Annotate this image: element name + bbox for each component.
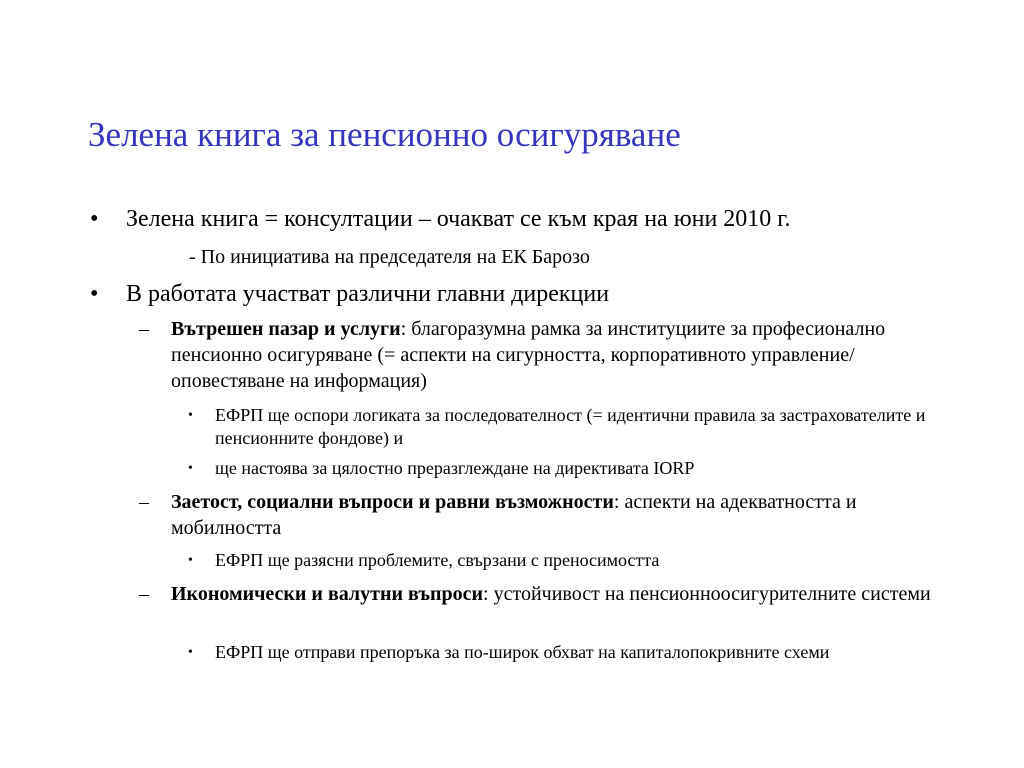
point-funded-schemes: [188, 641, 955, 664]
bullet-directorates: [90, 280, 986, 309]
bullet-text: Зелена книга = консултации – очакват се към края на юни 2010 г.: [126, 206, 791, 232]
sub-item-text: : благоразумна рамка за институциите за професионално пенсионно осигуряване (= аспекти на сигурността, корпоративното управление/ оповестяване на информация): [171, 318, 886, 392]
dash-icon: –: [139, 491, 149, 513]
point-text: ЕФРП ще разясни проблемите, свързани с преносимостта: [215, 550, 660, 570]
bullet-icon: •: [188, 553, 193, 568]
sub-item-text: : аспекти на адекватността и мобилността: [171, 491, 857, 539]
barroso-note: - По инициатива на председателя на ЕК Барозо: [189, 246, 590, 268]
dash-icon: –: [139, 318, 149, 340]
sub-item-internal-market: [139, 316, 931, 394]
slide-title: Зелена книга за пенсионно осигуряване: [88, 115, 681, 154]
bullet-icon: •: [90, 206, 99, 232]
bullet-icon: •: [188, 408, 193, 423]
sub-item-economic: [139, 581, 931, 607]
sub-item-heading: Икономически и валутни въпроси: [171, 583, 484, 605]
sub-item-heading: Заетост, социални въпроси и равни възможности: [171, 491, 614, 513]
point-text: ще настоява за цялостно преразглеждане на директивата IORP: [215, 458, 695, 478]
bullet-icon: •: [90, 281, 99, 307]
sub-item-employment: [139, 489, 931, 541]
bullet-icon: •: [188, 461, 193, 476]
bullet-icon: •: [188, 645, 193, 660]
bullet-text: В работата участват различни главни дирекции: [126, 281, 610, 307]
bullet-consultations: [90, 205, 986, 234]
point-text: ЕФРП ще оспори логиката за последователност (= идентични правила за застрахователите и пенсионните фондове) и: [215, 405, 926, 448]
sub-item-text: : устойчивост на пенсионноосигурителните системи: [483, 583, 931, 605]
point-portability: [188, 549, 955, 572]
dash-icon: –: [139, 583, 149, 605]
point-text: ЕФРП ще отправи препоръка за по-широк обхват на капиталопокривните схеми: [215, 642, 830, 662]
point-iorp-review: [188, 457, 955, 480]
sub-item-heading: Вътрешен пазар и услуги: [171, 318, 401, 340]
point-consistency: [188, 404, 955, 450]
